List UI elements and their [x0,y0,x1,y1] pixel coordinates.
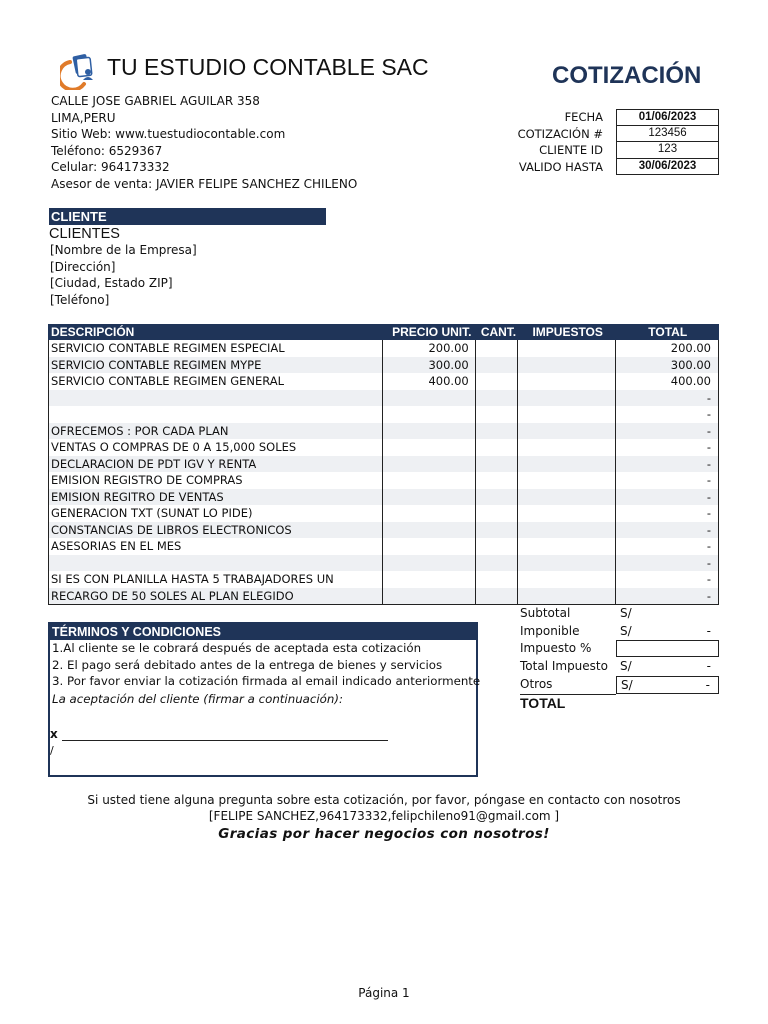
table-row [49,439,718,456]
row-description: GENERACION TXT (SUNAT LO PIDE) [49,505,383,522]
row-description: SI ES CON PLANILLA HASTA 5 TRABAJADORES UN [49,571,383,588]
row-unit-price [383,555,476,572]
grand-total-row [520,694,616,713]
row-description [49,406,383,423]
row-qty [476,472,518,489]
header-unit-price: PRECIO UNIT. [392,325,472,339]
tax-rate-row [520,640,719,658]
row-taxes [518,505,617,522]
other-value: - [705,678,710,692]
client-acceptance-text: La aceptación del cliente (firmar a continuación): [52,691,343,706]
other-row [520,676,719,694]
row-total: - [706,555,711,570]
table-row [49,538,718,555]
row-unit-price [383,406,476,423]
row-total: - [706,489,711,504]
client-section-header: CLIENTE [49,208,326,225]
row-description: EMISION REGITRO DE VENTAS [49,489,383,506]
header-taxes: IMPUESTOS [532,325,603,339]
clients-heading: CLIENTES [49,226,120,242]
row-total: 400.00 [670,374,711,388]
row-description: ASESORIAS EN EL MES [49,538,383,555]
table-row [49,555,718,572]
mobile-line: Celular: 964173332 [51,160,170,175]
signature-bottom-mark: / [50,744,54,757]
row-description: OFRECEMOS : POR CADA PLAN [49,423,383,440]
footer-contact: [FELIPE SANCHEZ,964173332,felipchileno91@gmail.com ] [208,809,560,823]
meta-value-quote-number: 123456 [616,126,719,143]
row-qty [476,538,518,555]
row-qty [476,439,518,456]
row-qty [476,522,518,539]
taxable-label: Imponible [520,623,580,638]
company-logo-icon [60,50,100,90]
table-row [49,340,718,357]
row-unit-price [383,489,476,506]
table-row [49,571,718,588]
subtotal-value [644,605,719,623]
row-description: VENTAS O COMPRAS DE 0 A 15,000 SOLES [49,439,383,456]
row-unit-price [383,390,476,407]
terms-body [50,640,481,707]
row-taxes [518,555,617,572]
quote-meta-labels [500,109,603,175]
sales-advisor-line: Asesor de venta: JAVIER FELIPE SANCHEZ CHILENO [51,176,358,191]
subtotal-currency: S/ [620,606,632,620]
totals-summary [520,605,719,712]
page-number: Página 1 [358,986,410,1000]
row-description [49,555,383,572]
row-total: - [706,539,711,553]
row-taxes [518,522,617,539]
meta-value-date: 01/06/2023 [616,109,719,126]
table-row [49,472,718,489]
row-total: 200.00 [670,341,711,355]
row-taxes [518,439,617,456]
row-description [49,390,383,407]
row-description: SERVICIO CONTABLE REGIMEN GENERAL [49,373,383,390]
row-taxes [518,588,617,605]
row-total: - [706,588,711,603]
footer-thanks: Gracias por hacer negocios con nosotros! [218,826,550,842]
row-qty [476,505,518,522]
client-city-state-zip: [Ciudad, Estado ZIP] [50,276,173,291]
meta-label-date: FECHA [564,110,603,124]
row-qty [476,588,518,605]
table-row [49,423,718,440]
document-title: COTIZACIÓN [552,62,702,89]
row-qty [476,571,518,588]
row-unit-price [383,423,476,440]
signature-line[interactable] [62,740,388,741]
row-description: CONSTANCIAS DE LIBROS ELECTRONICOS [49,522,383,539]
table-row [49,373,718,390]
row-total: - [706,456,711,471]
client-address: [Dirección] [50,259,116,274]
row-description: EMISION REGISTRO DE COMPRAS [49,472,383,489]
row-unit-price: 300.00 [383,357,476,374]
client-company-name: [Nombre de la Empresa] [50,243,197,257]
other-label: Otros [520,677,553,691]
row-taxes [518,340,617,357]
taxable-value: - [706,623,711,638]
meta-value-valid-until: 30/06/2023 [616,159,719,176]
other-currency: S/ [621,678,633,692]
meta-value-client-id: 123 [616,142,719,159]
row-unit-price [383,538,476,555]
row-unit-price: 400.00 [383,373,476,390]
row-description: SERVICIO CONTABLE REGIMEN ESPECIAL [49,340,383,357]
row-qty [476,357,518,374]
row-description: RECARGO DE 50 SOLES AL PLAN ELEGIDO [49,588,383,605]
header-total: TOTAL [648,325,688,339]
table-header [48,324,719,340]
row-qty [476,489,518,506]
meta-label-valid-until: VALIDO HASTA [518,159,603,174]
row-unit-price [383,522,476,539]
taxable-row [520,623,719,641]
table-row [49,390,718,407]
row-total: - [706,572,711,586]
row-taxes [518,571,617,588]
row-unit-price [383,505,476,522]
table-row [49,456,718,473]
row-total: 300.00 [670,357,711,372]
row-unit-price [383,439,476,456]
row-total: - [706,522,711,537]
row-total: - [706,423,711,438]
items-table [48,324,719,605]
address-line: LIMA,PERU [51,110,116,125]
phone-line: Teléfono: 6529367 [51,143,163,158]
row-taxes [518,390,617,407]
row-taxes [518,406,617,423]
row-qty [476,340,518,357]
total-tax-row [520,658,719,676]
subtotal-row [520,605,719,623]
tax-rate-label: Impuesto % [520,641,592,655]
table-body [48,340,719,605]
header-description: DESCRIPCIÓN [51,325,135,339]
row-taxes [518,472,617,489]
table-row [49,588,718,605]
row-qty [476,373,518,390]
table-row [49,357,718,374]
row-qty [476,390,518,407]
total-tax-value: - [706,658,711,673]
grand-total-label: TOTAL [520,694,566,711]
row-description: DECLARACION DE PDT IGV Y RENTA [49,456,383,473]
row-total: - [706,473,711,487]
row-unit-price [383,472,476,489]
table-row [49,522,718,539]
row-taxes [518,423,617,440]
terms-line: 2. El pago será debitado antes de la entrega de bienes y servicios [52,657,443,672]
terms-line: 3. Por favor enviar la cotización firmada al email indicado anteriormente [52,674,481,689]
tax-rate-input[interactable] [616,640,719,657]
terms-title: TÉRMINOS Y CONDICIONES [50,624,476,640]
row-unit-price [383,571,476,588]
website-line: Sitio Web: www.tuestudiocontable.com [51,127,286,142]
quote-meta-values [616,109,719,175]
total-tax-label: Total Impuesto [520,658,608,673]
row-total: - [706,390,711,405]
table-row [49,489,718,506]
row-taxes [518,456,617,473]
meta-label-quote-number: COTIZACIÓN # [517,126,603,141]
subtotal-label: Subtotal [520,606,571,620]
row-qty [476,406,518,423]
terms-box [48,622,481,777]
row-unit-price [383,588,476,605]
signature-marker: x [50,727,58,741]
footer [0,792,768,842]
row-taxes [518,538,617,555]
taxable-currency: S/ [620,623,632,638]
address-line: CALLE JOSE GABRIEL AGUILAR 358 [51,94,260,108]
row-taxes [518,489,617,506]
table-row [49,505,718,522]
meta-label-client-id: CLIENTE ID [539,143,603,158]
table-row [49,406,718,423]
row-total: - [706,440,711,454]
row-qty [476,423,518,440]
row-unit-price [383,456,476,473]
row-total: - [706,506,711,520]
header-qty: CANT. [480,325,517,339]
footer-question: Si usted tiene alguna pregunta sobre esta cotización, por favor, póngase en contacto con nosotros [87,793,681,807]
row-qty [476,555,518,572]
row-taxes [518,357,617,374]
client-phone: [Teléfono] [50,292,110,307]
row-taxes [518,373,617,390]
company-address [51,93,357,193]
row-total: - [706,407,711,421]
company-name: TU ESTUDIO CONTABLE SAC [107,54,429,80]
row-description: SERVICIO CONTABLE REGIMEN MYPE [49,357,383,374]
other-input[interactable] [616,676,719,694]
row-unit-price: 200.00 [383,340,476,357]
row-qty [476,456,518,473]
terms-line: 1.Al cliente se le cobrará después de aceptada esta cotización [52,641,422,655]
client-details [50,242,197,308]
total-tax-currency: S/ [620,658,632,673]
